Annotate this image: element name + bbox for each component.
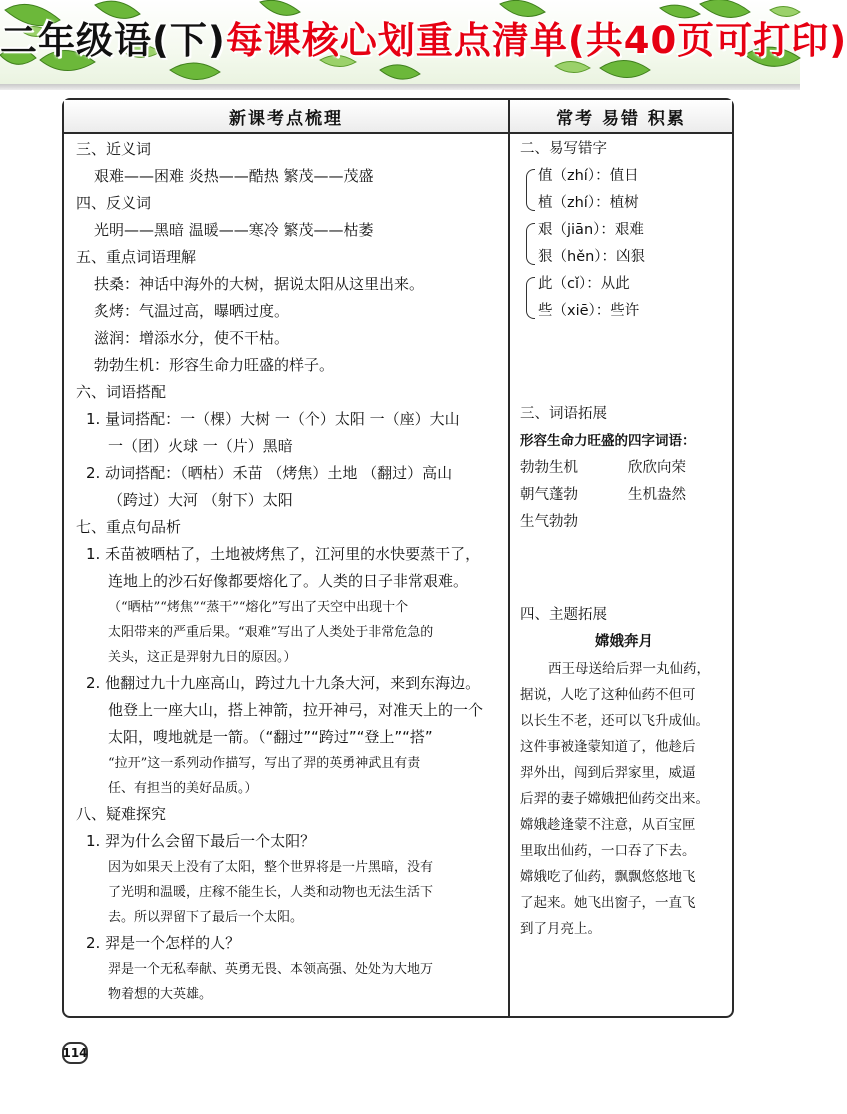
section-heading: 六、词语搭配 [76, 383, 167, 401]
section-heading: 四、反义词 [76, 194, 152, 212]
page-title [0, 10, 847, 64]
text-line: 了光明和温暖，庄稼不能生长，人类和动物也无法生活下 [108, 885, 434, 900]
text-line: 去。所以羿留下了最后一个太阳。 [108, 910, 304, 925]
section-heading: 五、重点词语理解 [76, 248, 197, 266]
section-heading: 二、易写错字 [520, 141, 607, 157]
title-part-main: 每课核心划重点清单( [225, 19, 586, 62]
text-line: 2. 动词搭配：（晒枯）禾苗 （烤焦）土地 （翻过）高山 [86, 464, 453, 482]
text-line: 物着想的大英雄。 [108, 987, 213, 1002]
text-line: （跨过）大河 （射下）太阳 [108, 491, 293, 509]
word-item: 朝气蓬勃 [520, 487, 578, 503]
brace-icon [526, 169, 535, 211]
text-line: 2. 他翻过九十九座高山，跨过九十九条大河，来到东海边。 [86, 674, 481, 692]
page-number: 114 [62, 1042, 88, 1064]
text-line: 炙烤：气温过高，曝晒过度。 [94, 302, 290, 320]
word-row [520, 455, 728, 482]
right-column-header: 常考 易错 积累 [510, 100, 732, 134]
title-part-grade: 二年级语(下) [0, 19, 226, 62]
story-line: 这件事被逢蒙知道了，他趁后 [520, 739, 696, 755]
text-line: 任、有担当的美好品质。） [108, 781, 258, 796]
word-item: 欣欣向荣 [628, 460, 686, 476]
header-banner [0, 0, 847, 88]
text-line: 滋润：增添水分，使不干枯。 [94, 329, 290, 347]
word-item: 勃勃生机 [520, 460, 578, 476]
word-row [520, 482, 728, 509]
text-line: 太阳，嗖地就是一箭。（“翻过”“跨过”“登上”“搭” [108, 728, 433, 746]
notes-table [62, 98, 734, 1018]
char-entry: 狠（hěn）：凶狠 [538, 249, 646, 265]
text-line: 1. 禾苗被晒枯了，土地被烤焦了，江河里的水快要蒸干了， [86, 545, 481, 563]
char-pair-group [520, 163, 728, 217]
story-line: 后羿的妻子嫦娥把仙药交出来。 [520, 791, 709, 807]
section-heading: 三、近义词 [76, 140, 152, 158]
word-row [520, 509, 728, 536]
word-expansion-subtitle: 形容生命力旺盛的四字词语： [520, 433, 696, 449]
story-line: 里取出仙药，一口吞了下去。 [520, 843, 696, 859]
section-heading: 三、词语拓展 [520, 406, 607, 422]
char-entry: 植（zhí）：植树 [538, 195, 639, 211]
header-divider [0, 84, 800, 90]
text-line: 艰难——困难 炎热——酷热 繁茂——茂盛 [94, 167, 374, 185]
story-body [520, 656, 728, 942]
story-line: 嫦娥吃了仙药，飘飘悠悠地飞 [520, 869, 696, 885]
char-entry: 此（cǐ）：从此 [538, 276, 630, 292]
story-line: 了起来。她飞出窗子，一直飞 [520, 895, 696, 911]
story-line: 西王母送给后羿一丸仙药， [548, 661, 710, 677]
text-line: 勃勃生机：形容生命力旺盛的样子。 [94, 356, 335, 374]
text-line: 2. 羿是一个怎样的人？ [86, 934, 241, 952]
section-heading: 四、主题拓展 [520, 607, 607, 623]
char-entry: 艰（jiān）：艰难 [538, 222, 644, 238]
column-divider [508, 100, 510, 1016]
text-line: 太阳带来的严重后果。“艰难”写出了人类处于非常危急的 [108, 625, 434, 640]
text-line: 羿是一个无私奉献、英勇无畏、本领高强、处处为大地万 [108, 962, 434, 977]
story-title: 嫦娥奔月 [595, 634, 653, 650]
text-line: 1. 羿为什么会留下最后一个太阳？ [86, 832, 316, 850]
title-part-close: ) [829, 19, 847, 62]
title-part-pages: 共40页可打印 [585, 19, 830, 62]
text-line: 光明——黑暗 温暖——寒冷 繁茂——枯萎 [94, 221, 374, 239]
text-line: （“晒枯”“烤焦”“蒸干”“熔化”写出了天空中出现十个 [108, 600, 409, 615]
text-line: 扶桑：神话中海外的大树，据说太阳从这里出来。 [94, 275, 425, 293]
text-line: 一（团）火球 一（片）黑暗 [108, 437, 293, 455]
word-item: 生气勃勃 [520, 514, 578, 530]
right-column [520, 136, 728, 942]
story-line: 羿外出，闯到后羿家里，威逼 [520, 765, 696, 781]
char-entry: 值（zhí）：值日 [538, 168, 639, 184]
text-line: “拉开”这一系列动作描写，写出了羿的英勇神武且有责 [108, 756, 421, 771]
story-line: 到了月亮上。 [520, 921, 601, 937]
text-line: 关头，这正是羿射九日的原因。） [108, 650, 297, 665]
word-item: 生机盎然 [628, 487, 686, 503]
text-line: 因为如果天上没有了太阳，整个世界将是一片黑暗，没有 [108, 860, 434, 875]
left-column [76, 136, 504, 1007]
story-line: 据说，人吃了这种仙药不但可 [520, 687, 696, 703]
text-line: 连地上的沙石好像都要熔化了。人类的日子非常艰难。 [108, 572, 469, 590]
section-heading: 八、疑难探究 [76, 805, 167, 823]
story-line: 嫦娥趁逢蒙不注意，从百宝匣 [520, 817, 696, 833]
brace-icon [526, 223, 535, 265]
section-heading: 七、重点句品析 [76, 518, 182, 536]
char-pair-group [520, 271, 728, 325]
text-line: 他登上一座大山，搭上神箭，拉开神弓，对准天上的一个 [108, 701, 484, 719]
char-pair-group [520, 217, 728, 271]
story-line: 以长生不老，还可以飞升成仙。 [520, 713, 709, 729]
brace-icon [526, 277, 535, 319]
char-entry: 些（xiē）：些许 [538, 303, 640, 319]
left-column-header: 新课考点梳理 [64, 100, 508, 134]
text-line: 1. 量词搭配：一（棵）大树 一（个）太阳 一（座）大山 [86, 410, 460, 428]
